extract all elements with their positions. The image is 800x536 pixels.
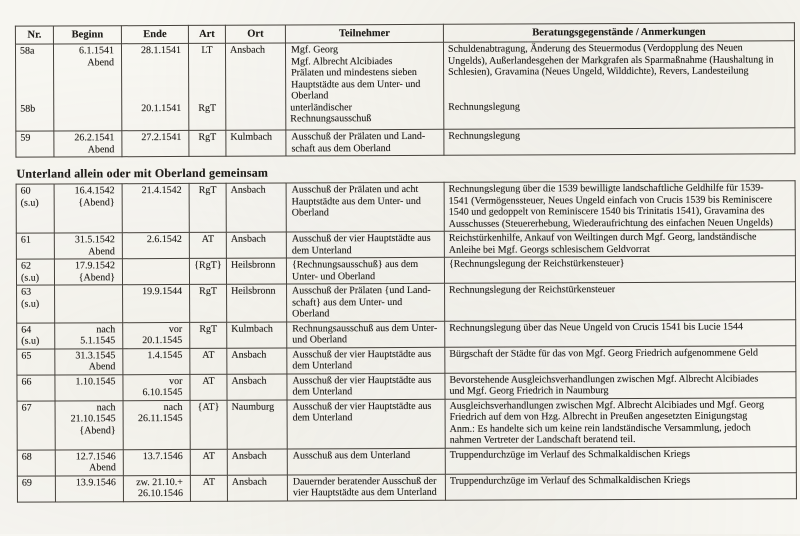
beginn-value: 12.7.1546 Abend <box>60 451 116 474</box>
teilnehmer-value: Dauernder beratender Ausschuß der vier Hauptstädte aus dem Unterland <box>293 475 443 499</box>
ort-value: Heilsbronn <box>231 286 282 298</box>
cell-beginn <box>55 374 123 400</box>
teilnehmer-value: Ausschuß der vier Hauptstädte aus dem Unterland <box>292 233 442 257</box>
ende-value: 1.4.1545 <box>127 349 182 361</box>
cell-ende <box>123 449 190 475</box>
cell-ende <box>123 475 190 501</box>
cell-art <box>189 258 226 284</box>
nr-value: 62 (s.u) <box>21 261 50 284</box>
cell-ende <box>123 284 190 322</box>
cell-ende <box>122 232 189 258</box>
art-value: RgT <box>191 286 225 298</box>
cell-beratung <box>445 319 796 347</box>
cell-beginn <box>53 44 121 131</box>
ende-value: vor 6.10.1545 <box>127 375 182 398</box>
ort-value: Ansbach <box>231 185 282 197</box>
cell-beginn <box>55 475 123 501</box>
cell-ort <box>227 448 287 474</box>
cell-ende <box>122 258 189 284</box>
cell-nr <box>17 476 55 502</box>
cell-teilnehmer <box>287 321 445 348</box>
beratung-value: Truppendurchzüge im Verlauf des Schmalkaldischen Kriegs <box>450 474 792 487</box>
teilnehmer-58a: Mgf. Georg Mgf. Albrecht Alcibiades Prälaten und mindestens sieben Hauptstädte aus dem Unter- und Oberland <box>291 44 441 102</box>
beginn-value: 17.9.1542 {Abend} <box>59 260 115 283</box>
cell-beginn <box>54 259 122 285</box>
nr-value: 64 (s.u) <box>21 324 50 347</box>
cell-art <box>190 400 227 449</box>
beratung-value: Rechnungslegung der Reichstürkensteuer <box>449 283 791 296</box>
cell-art <box>190 348 227 374</box>
cell-ende <box>123 400 190 449</box>
cell-beratung <box>445 397 796 448</box>
cell-beginn <box>54 131 122 157</box>
cell-beratung <box>444 256 795 284</box>
cell-teilnehmer <box>286 129 444 156</box>
ende-value: 21.4.1542 <box>127 185 182 197</box>
table-row-67 <box>17 397 796 449</box>
beginn-value: 16.4.1542 {Abend} <box>59 185 115 208</box>
cell-ort <box>227 284 287 322</box>
cell-teilnehmer <box>287 283 445 321</box>
cell-nr <box>16 131 54 157</box>
cell-ort <box>227 321 287 347</box>
beginn-58a: 6.1.1541 Abend <box>58 45 114 68</box>
cell-beginn <box>55 449 123 475</box>
cell-teilnehmer <box>286 231 444 258</box>
cell-nr <box>17 401 55 450</box>
nr-value: 69 <box>22 477 51 489</box>
col-header-nr: Nr. <box>15 26 53 44</box>
col-header-ort: Ort <box>225 25 285 43</box>
art-58b: RgT <box>193 102 221 114</box>
cell-ort <box>226 130 286 156</box>
cell-art <box>190 449 227 475</box>
cell-ort <box>227 373 287 399</box>
cell-ort <box>227 399 287 448</box>
beratung-58b: Rechnungslegung <box>448 100 790 113</box>
teilnehmer-58b: unterländischer Rechnungsausschuß <box>290 101 439 125</box>
nr-58b: 58b <box>20 103 49 115</box>
ort-value: Ansbach <box>231 234 282 246</box>
ende-59: 27.2.1541 <box>126 132 181 144</box>
cell-art <box>190 475 227 501</box>
col-header-art: Art <box>188 25 225 43</box>
beratung-58a: Schuldenabtragung, Änderung des Steuermodus (Verdopplung des Neuen Ungelds), Außerlandesgehen der Markgrafen als Sparmaßnahme (Haushaltung in Schlesien), Gravamina (Neues Ungeld, Wilddichte), Revers, Landesteilung <box>448 42 790 78</box>
art-value: AT <box>192 476 226 488</box>
cell-nr <box>16 184 54 233</box>
beratung-value: Truppendurchzüge im Verlauf des Schmalkaldischen Kriegs <box>450 448 792 461</box>
scanned-document-page <box>0 22 800 535</box>
cell-art <box>188 43 225 130</box>
ort-59: Kulmbach <box>230 132 281 144</box>
assembly-table-upper <box>15 22 796 157</box>
cell-art <box>189 130 226 156</box>
cell-beginn <box>54 233 122 259</box>
cell-teilnehmer <box>287 448 445 475</box>
cell-ende <box>123 322 190 348</box>
ort-value: Kulmbach <box>231 323 282 335</box>
teilnehmer-value: Ausschuß der vier Hauptstädte aus dem Unterland <box>293 400 443 424</box>
art-value: AT <box>191 375 225 387</box>
teilnehmer-value: Ausschuß der vier Hauptstädte aus dem Unterland <box>292 348 442 372</box>
beratung-59: Rechnungslegung <box>448 129 790 142</box>
ende-value: vor 20.1.1545 <box>127 323 182 346</box>
cell-ort <box>226 258 286 284</box>
cell-nr <box>17 349 55 375</box>
ende-58b: 20.1.1541 <box>124 102 181 114</box>
ort-value: Ansbach <box>232 450 283 462</box>
cell-ort <box>225 43 285 130</box>
ende-value: nach 26.11.1545 <box>128 401 183 424</box>
cell-beginn <box>54 184 122 233</box>
col-header-ende: Ende <box>121 25 188 43</box>
section-heading: Unterland allein oder mit Oberland gemeinsam <box>17 163 800 180</box>
cell-nr <box>17 450 55 476</box>
teilnehmer-value: {Rechnungsausschuß} aus dem Unter- und Oberland <box>292 259 442 283</box>
ort-value: Heilsbronn <box>231 260 282 272</box>
beginn-59: 26.2.1541 Abend <box>58 132 114 155</box>
table-row-62 <box>16 256 795 285</box>
beginn-value: nach 21.10.1545 {Abend} <box>60 402 116 437</box>
cell-ende <box>123 348 190 374</box>
cell-beratung <box>444 230 795 258</box>
cell-ort <box>227 474 287 500</box>
cell-teilnehmer <box>287 399 445 449</box>
cell-ende <box>122 183 189 232</box>
ort-value: Naumburg <box>232 401 283 413</box>
nr-58a: 58a <box>20 46 49 58</box>
art-59: RgT <box>190 132 224 144</box>
art-value: {AT} <box>192 401 226 413</box>
cell-art <box>189 232 226 258</box>
cell-ort <box>226 183 286 232</box>
beratung-value: Ausgleichsverhandlungen zwischen Mgf. Albrecht Alcibiades und Mgf. Georg Friedrich auf dem von Hzg. Albrecht in Preußen angesetzten Einigungstag Anm.: Es handelte sich um keine rein landständische Versammlung, jedoch nahmen Vertreter der Landschaft beratend teil. <box>450 399 792 446</box>
col-header-beratung: Beratungsgegenstände / Anmerkungen <box>443 23 794 43</box>
table-row-59 <box>16 128 795 157</box>
cell-teilnehmer <box>286 182 444 232</box>
cell-nr <box>17 375 55 401</box>
cell-nr <box>17 323 55 349</box>
nr-value: 61 <box>21 235 50 247</box>
cell-teilnehmer <box>286 257 444 284</box>
table-row-63 <box>17 282 796 323</box>
nr-value: 68 <box>22 451 51 463</box>
cell-beratung <box>445 282 796 321</box>
beratung-value: {Rechnungslegung der Reichstürkensteuer} <box>449 257 791 270</box>
nr-value: 66 <box>21 376 50 388</box>
beginn-value: 1.10.1545 <box>59 376 115 388</box>
assembly-table-unterland <box>16 180 797 502</box>
beratung-value: Bürgschaft der Städte für das von Mgf. Georg Friedrich aufgenommene Geld <box>449 347 791 360</box>
cell-nr <box>17 285 55 323</box>
cell-art <box>189 183 226 232</box>
beginn-value: 31.3.1545 Abend <box>59 350 115 373</box>
teilnehmer-59: Ausschuß der Prälaten und Land- schaft aus dem Oberland <box>291 131 441 155</box>
cell-art <box>190 374 227 400</box>
cell-beratung <box>443 41 794 130</box>
beginn-value: 31.5.1542 Abend <box>59 234 115 257</box>
nr-value: 60 (s.u) <box>21 186 50 209</box>
table-row-69 <box>17 472 796 501</box>
teilnehmer-value: Ausschuß der vier Hauptstädte aus dem Unterland <box>292 374 442 398</box>
ende-value: 19.9.1544 <box>127 286 182 298</box>
nr-value: 67 <box>22 402 51 414</box>
ende-value: zw. 21.10.+ 26.10.1546 <box>128 476 183 499</box>
cell-beginn <box>55 348 123 374</box>
cell-beratung <box>445 345 796 373</box>
ort-value: Ansbach <box>231 375 282 387</box>
teilnehmer-value: Rechnungsausschuß aus dem Unter- und Oberland <box>292 322 442 346</box>
cell-ende <box>122 130 189 156</box>
ort-value: Ansbach <box>232 476 283 488</box>
table-row-60 <box>16 181 795 233</box>
cell-beginn <box>55 400 123 449</box>
beratung-value: Rechnungslegung über die 1539 bewilligte landschaftliche Geldhilfe für 1539- 1541 (Vermögenssteuer, Neues Ungeld einfach von Crucis 1539 bis Reminiscere 1540 und gedoppelt von Reminiscere 1540 bis Trinitatis 1541), Gravamina des Ausschusses (Steuererhebung, Wiederaufrichtung des einfachen Neuen Ungelds) <box>449 182 791 229</box>
art-58a: LT <box>190 45 224 57</box>
cell-ende <box>123 374 190 400</box>
art-value: AT <box>192 450 226 462</box>
table-row-64 <box>17 319 796 348</box>
col-header-teilnehmer: Teilnehmer <box>285 24 443 43</box>
cell-art <box>190 322 227 348</box>
cell-teilnehmer <box>285 42 443 130</box>
teilnehmer-value: Ausschuß aus dem Unterland <box>293 449 443 461</box>
art-value: RgT <box>191 323 225 335</box>
beginn-value: nach 5.1.1545 <box>59 324 115 347</box>
cell-ort <box>226 232 286 258</box>
cell-beratung <box>445 446 796 474</box>
beratung-value: Reichstürkenhilfe, Ankauf von Weiltingen durch Mgf. Georg, landständische Anleihe bei Mgf. Georgs schlesischem Geldvorrat <box>449 231 791 255</box>
cell-art <box>190 284 227 322</box>
nr-59: 59 <box>20 133 49 145</box>
cell-teilnehmer <box>287 474 445 501</box>
cell-beratung <box>445 472 796 500</box>
ende-value: 13.7.1546 <box>128 450 183 462</box>
col-header-beginn: Beginn <box>53 26 121 44</box>
teilnehmer-value: Ausschuß der Prälaten {und Land- schaft} aus dem Unter- und Oberland <box>292 285 442 320</box>
ort-58a: Ansbach <box>230 45 281 57</box>
beratung-value: Rechnungslegung über das Neue Ungeld von Crucis 1541 bis Lucie 1544 <box>449 321 791 334</box>
art-value: RgT <box>191 185 225 197</box>
art-value: {RgT} <box>191 260 225 272</box>
beginn-value: 13.9.1546 <box>60 477 116 489</box>
cell-ende <box>121 43 188 130</box>
table-row-68 <box>17 446 796 475</box>
cell-beratung <box>444 128 795 156</box>
cell-nr <box>16 233 54 259</box>
cell-beginn <box>55 285 123 323</box>
ende-value: 2.6.1542 <box>127 234 182 246</box>
cell-ort <box>227 347 287 373</box>
cell-beratung <box>445 371 796 399</box>
table-row-65 <box>17 345 796 374</box>
cell-teilnehmer <box>287 347 445 374</box>
ende-58a: 28.1.1541 <box>126 45 181 57</box>
nr-value: 63 (s.u) <box>21 287 50 310</box>
cell-nr <box>16 259 54 285</box>
cell-beratung <box>444 181 795 232</box>
beratung-value: Bevorstehende Ausgleichsverhandlungen zwischen Mgf. Albrecht Alcibiades und Mgf. Georg Friedrich in Naumburg <box>449 373 791 397</box>
table-row-61 <box>16 230 795 259</box>
art-value: AT <box>191 349 225 361</box>
ort-value: Ansbach <box>231 349 282 361</box>
nr-value: 65 <box>21 350 50 362</box>
cell-nr <box>15 44 53 131</box>
art-value: AT <box>191 234 225 246</box>
teilnehmer-value: Ausschuß der Prälaten und acht Hauptstädte aus dem Unter- und Oberland <box>292 184 442 219</box>
table-row-66 <box>17 371 796 400</box>
table-row-58 <box>15 41 794 131</box>
cell-teilnehmer <box>287 373 445 400</box>
cell-beginn <box>55 322 123 348</box>
